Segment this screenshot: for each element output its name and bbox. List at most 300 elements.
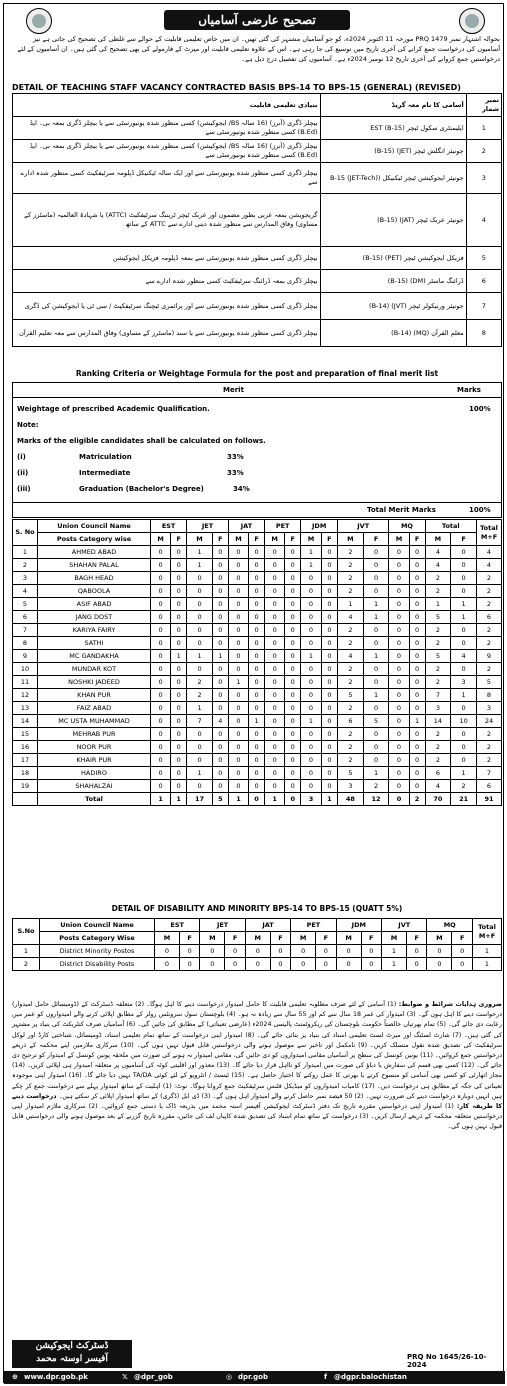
count-cell: 0	[249, 650, 265, 663]
count-cell: 0	[363, 754, 389, 767]
post-cell: ڈرائنگ ماسٹر (DM) (B-15)	[320, 270, 466, 293]
count-cell: 0	[389, 650, 409, 663]
count-cell: 0	[285, 663, 301, 676]
sno-cell: 11	[13, 676, 38, 689]
count-cell: 1	[228, 793, 248, 806]
count-cell: 2	[338, 624, 364, 637]
count-cell: 0	[285, 572, 301, 585]
count-cell: 2	[338, 702, 364, 715]
count-cell: 3	[477, 702, 502, 715]
uc-table-subheader	[13, 533, 502, 546]
table-row	[13, 637, 502, 650]
count-cell: 0	[212, 767, 228, 780]
merit-label: Merit	[223, 386, 244, 394]
count-cell: 2	[338, 559, 364, 572]
count-cell: 1	[265, 793, 285, 806]
count-cell: 0	[427, 958, 452, 971]
count-cell: 0	[228, 611, 248, 624]
item-num: (i)	[17, 453, 26, 461]
table-row	[13, 270, 502, 293]
count-cell: 0	[265, 676, 285, 689]
post-cell: جونیئر ایجوکیشن ٹیچر ٹیکنیکل (B-15 (JET-Tech)	[320, 163, 466, 194]
header-male: M	[336, 932, 361, 945]
count-cell: 0	[389, 780, 409, 793]
count-cell: 0	[409, 546, 425, 559]
qualification-cell: گریجویشن بمعہ عربی بطور مضمون اور عربک ٹیچر ٹریننگ سرٹیفکیٹ (ATTC) یا شہادۃ العالمیہ (ماسٹرز کے مساوی) وفاق المدارس سے منظور شدہ دینی ادارے سے ATTC کے ساتھ	[13, 194, 321, 247]
count-cell: 0	[321, 637, 337, 650]
count-cell: 1	[228, 676, 248, 689]
count-cell: 0	[451, 637, 477, 650]
count-cell: 0	[265, 598, 285, 611]
count-cell: 0	[409, 663, 425, 676]
post-cell: جونیئر عربک ٹیچر (JAT) (B-15)	[320, 194, 466, 247]
count-cell: 0	[301, 598, 321, 611]
count-cell: 1	[409, 715, 425, 728]
table-row	[13, 728, 502, 741]
qualification-cell: بیچلر ڈگری (آنرز) (16 سالہ BS/ ایجوکیشن) کسی منظور شدہ یونیورسٹی سے یا بیچلر ڈگری بمعہ بی۔ ایڈ (B.Ed) کسی منظور شدہ یونیورسٹی سے	[13, 140, 321, 163]
table-row	[13, 572, 502, 585]
union-council-cell: KHAIR PUR	[38, 754, 151, 767]
count-cell: 0	[171, 741, 187, 754]
header-female: F	[452, 932, 473, 945]
count-cell: 0	[389, 624, 409, 637]
count-cell: 0	[301, 624, 321, 637]
post-name-cell: District Minority Postos	[40, 945, 155, 958]
page-title: تصحیح عارضی آسامیاں	[164, 10, 350, 30]
count-cell: 0	[212, 780, 228, 793]
count-cell: 5	[363, 715, 389, 728]
header-male: M	[389, 533, 409, 546]
count-cell: 0	[249, 559, 265, 572]
count-cell: 0	[249, 689, 265, 702]
count-cell: 0	[316, 958, 337, 971]
table-row	[13, 689, 502, 702]
count-cell: 0	[265, 767, 285, 780]
count-cell: 0	[363, 546, 389, 559]
post-cell: جونیئر ورنیکولر ٹیچر (JVT) (B-14)	[320, 293, 466, 320]
count-cell: 0	[249, 585, 265, 598]
serial-cell: 3	[466, 163, 501, 194]
count-cell: 0	[265, 637, 285, 650]
count-cell: 1	[363, 689, 389, 702]
count-cell: 2	[338, 728, 364, 741]
count-cell: 0	[228, 546, 248, 559]
count-cell: 0	[285, 780, 301, 793]
count-cell: 0	[389, 611, 409, 624]
header-total-mf: Total M+F	[473, 919, 502, 945]
count-cell: 0	[151, 715, 171, 728]
count-cell: 0	[245, 945, 270, 958]
table-row	[13, 585, 502, 598]
count-cell: 48	[338, 793, 364, 806]
marks-label: Marks	[457, 386, 481, 394]
count-cell: 0	[249, 676, 265, 689]
count-cell: 0	[265, 611, 285, 624]
post-cell: معلم القرآن (MQ) (B-14)	[320, 320, 466, 347]
count-cell: 0	[301, 702, 321, 715]
count-cell: 0	[212, 689, 228, 702]
count-cell: 0	[291, 958, 316, 971]
header-sno: S. No	[13, 520, 38, 546]
count-cell: 7	[425, 689, 451, 702]
count-cell: 0	[451, 624, 477, 637]
item-name: Graduation (Bachelor's Degree)	[79, 485, 204, 493]
count-cell: 4	[338, 650, 364, 663]
instructions-body: (1) آسامی کے لئے صرف مطلوبہ تعلیمی قابلیت کا حامل امیدوار درخواست دینے کا اہل ہوگا۔ (2) متعلقہ ڈسٹرکٹ کے (ڈومیسائل حامل امیدوار) درخواست دینے کا اہل ہوں گے۔ (3) امیدوار کی عمر 18 سال سے کم اور 55 سال سے زیادہ نہ ہو۔ (4) بلوچستان سول سرونٹس رولز کے مطابق اپلائی کرنے والے امیدواروں کو عمر میں رعایت دی جائے گی۔ (5) تمام بھرتیاں خالصتاً حکومت بلوچستان کی ریکروٹمنٹ پالیسی 2024ء (عارضی تعیناتی) کے مطابق کی جائیں گی۔ (6) آسامیاں صرف کنٹریکٹ کی بنیاد پر مشتہر کی گئی ہیں۔ (7) شارٹ لسٹنگ اور میرٹ لسٹ تعلیمی اسناد کی بنیاد پر بنائی جائے گی۔ (8) امیدوار اپنی درخواست کے ساتھ تمام تعلیمی اسناد، ڈومیسائل، شناختی کارڈ اور لوکل سرٹیفکیٹ کی تصدیق شدہ نقول منسلک کریں۔ (9) نامکمل اور تاخیر سے موصول ہونے والی درخواستیں قابل قبول نہیں ہوں گی۔ (10) سرکاری ملازمین اپنے محکمہ کے ذریعے درخواستیں جمع کروائیں۔ (11) یونین کونسل کی سطح پر آسامیاں مقامی امیدواروں کو دی جائیں گی، مقامی امیدوار نہ ہونے کی صورت میں ملحقہ یونین کونسل کے امیدوار کو ترجیح دی جائے گی۔ (12) کسی بھی قسم کی سفارش یا دباؤ کی صورت میں امیدوار کو نااہل قرار دیا جائے گا۔ (13) معذور اور اقلیتی کوٹہ کی آسامیوں پر متعلقہ امیدوار ہی اپلائی کریں۔ (14) مجاز اتھارٹی کو کسی بھی آسامی کو منسوخ کرنے یا بھرتی کا عمل روکنے کا اختیار حاصل ہے۔ (15) ٹیسٹ / انٹرویو کے لئے کوئی TA/DA نہیں دیا جائے گا۔ (16) امیدوار اپنی موجودہ تعیناتی کی جگہ کے مطابق ہی درخواست دیں۔ (17) کامیاب امیدواروں کو میڈیکل فٹنس سرٹیفکیٹ جمع کروانا ہوگا۔	[12, 1001, 503, 1090]
header-female: F	[321, 533, 337, 546]
count-cell: 0	[321, 546, 337, 559]
count-cell: 0	[409, 650, 425, 663]
count-cell: 2	[338, 676, 364, 689]
count-cell: 0	[321, 585, 337, 598]
count-cell: 2	[477, 663, 502, 676]
count-cell: 0	[451, 754, 477, 767]
count-cell: 0	[389, 702, 409, 715]
count-cell: 0	[409, 741, 425, 754]
header-total-mf: Total M+F	[477, 520, 502, 546]
count-cell: 2	[425, 754, 451, 767]
count-cell: 0	[212, 559, 228, 572]
header-cat: JET	[200, 919, 245, 932]
count-cell: 0	[249, 611, 265, 624]
count-cell: 0	[225, 945, 246, 958]
count-cell: 0	[389, 676, 409, 689]
table-row	[13, 117, 502, 140]
count-cell: 2	[477, 741, 502, 754]
count-cell: 0	[301, 637, 321, 650]
count-cell: 1	[338, 598, 364, 611]
count-cell: 5	[477, 676, 502, 689]
count-cell: 0	[228, 702, 248, 715]
count-cell: 0	[151, 585, 171, 598]
union-council-cell: SHAHALZAI	[38, 780, 151, 793]
count-cell: 0	[245, 958, 270, 971]
count-cell: 0	[212, 676, 228, 689]
header-posts-category: Posts Category Wise	[40, 932, 155, 945]
count-cell: 0	[265, 585, 285, 598]
header-male: M	[425, 533, 451, 546]
count-cell: 6	[477, 611, 502, 624]
item-pct: 33%	[227, 469, 244, 477]
count-cell: 0	[249, 780, 265, 793]
table-row	[13, 293, 502, 320]
header-male: M	[245, 932, 270, 945]
count-cell: 9	[477, 650, 502, 663]
table-row	[13, 598, 502, 611]
union-council-cell: MC GANDAKHA	[38, 650, 151, 663]
count-cell: 0	[151, 754, 171, 767]
count-cell: 0	[212, 611, 228, 624]
count-cell: 2	[425, 728, 451, 741]
count-cell: 2	[338, 572, 364, 585]
count-cell: 0	[409, 611, 425, 624]
count-cell: 0	[249, 572, 265, 585]
count-cell: 0	[321, 754, 337, 767]
instagram-handle[interactable]: dpr.gob	[238, 1373, 268, 1381]
count-cell: 0	[409, 572, 425, 585]
count-cell: 0	[406, 958, 427, 971]
count-cell: 0	[249, 702, 265, 715]
count-cell: 1	[473, 945, 502, 958]
count-cell: 4	[477, 559, 502, 572]
count-cell: 2	[338, 663, 364, 676]
count-cell: 0	[171, 611, 187, 624]
count-cell: 1	[425, 598, 451, 611]
union-council-cell: MC USTA MUHAMMAD	[38, 715, 151, 728]
count-cell: 0	[265, 624, 285, 637]
table-row	[13, 624, 502, 637]
count-cell: 0	[187, 611, 213, 624]
count-cell: 0	[389, 793, 409, 806]
total-merit-value: 100%	[469, 506, 491, 514]
count-cell: 0	[151, 611, 171, 624]
sno-cell: 9	[13, 650, 38, 663]
ranking-box	[12, 382, 502, 518]
count-cell: 2	[338, 585, 364, 598]
facebook-handle[interactable]: @dgpr.balochistan	[334, 1373, 407, 1381]
union-council-cell: AHMED ABAD	[38, 546, 151, 559]
sno-cell: 5	[13, 598, 38, 611]
count-cell: 0	[151, 637, 171, 650]
header-sno: S.No	[13, 919, 40, 945]
header-cat: MQ	[389, 520, 425, 533]
count-cell: 0	[151, 728, 171, 741]
sno-cell: 16	[13, 741, 38, 754]
table-row	[13, 663, 502, 676]
union-council-cell: KHAN PUR	[38, 689, 151, 702]
sno-cell: 19	[13, 780, 38, 793]
count-cell: 0	[179, 958, 200, 971]
count-cell: 0	[301, 728, 321, 741]
count-cell: 0	[212, 546, 228, 559]
sno-cell: 8	[13, 637, 38, 650]
sno-cell	[13, 793, 38, 806]
count-cell: 2	[425, 572, 451, 585]
count-cell: 0	[212, 741, 228, 754]
count-cell: 0	[212, 598, 228, 611]
count-cell: 2	[477, 572, 502, 585]
count-cell: 0	[389, 637, 409, 650]
count-cell: 0	[321, 676, 337, 689]
count-cell: 2	[187, 689, 213, 702]
count-cell: 0	[151, 767, 171, 780]
table-row	[13, 163, 502, 194]
count-cell: 1	[363, 598, 389, 611]
count-cell: 4	[425, 780, 451, 793]
sno-cell: 18	[13, 767, 38, 780]
union-council-cell: ASIF ABAD	[38, 598, 151, 611]
count-cell: 0	[301, 780, 321, 793]
post-cell: جونیئر انگلش ٹیچر (JET) (B-15)	[320, 140, 466, 163]
union-council-cell: QABOOLA	[38, 585, 151, 598]
count-cell: 0	[452, 958, 473, 971]
table-row	[13, 702, 502, 715]
count-cell: 0	[187, 572, 213, 585]
header-cat: JET	[187, 520, 229, 533]
count-cell: 0	[363, 637, 389, 650]
count-cell: 0	[171, 559, 187, 572]
header-cat: EST	[151, 520, 187, 533]
count-cell: 0	[171, 546, 187, 559]
count-cell: 4	[451, 650, 477, 663]
table-row	[13, 754, 502, 767]
count-cell: 0	[285, 728, 301, 741]
count-cell: 0	[249, 546, 265, 559]
count-cell: 0	[225, 958, 246, 971]
count-cell: 0	[321, 663, 337, 676]
count-cell: 0	[228, 767, 248, 780]
count-cell: 0	[151, 559, 171, 572]
sno-cell: 12	[13, 689, 38, 702]
count-cell: 1	[473, 958, 502, 971]
count-cell: 0	[285, 559, 301, 572]
count-cell: 0	[285, 689, 301, 702]
signature-line-1: ڈسٹرکٹ ایجوکیشن	[35, 1341, 109, 1351]
table-row	[13, 320, 502, 347]
count-cell: 0	[285, 702, 301, 715]
count-cell: 0	[187, 754, 213, 767]
count-cell: 0	[321, 728, 337, 741]
union-council-cell: MEHRAB PUR	[38, 728, 151, 741]
item-name: Matriculation	[79, 453, 132, 461]
count-cell: 0	[301, 572, 321, 585]
count-cell: 1	[212, 650, 228, 663]
union-council-cell: HADIRO	[38, 767, 151, 780]
sno-cell: 3	[13, 572, 38, 585]
count-cell: 0	[409, 676, 425, 689]
advertisement-page	[3, 3, 504, 1383]
count-cell: 0	[409, 728, 425, 741]
count-cell: 0	[406, 945, 427, 958]
count-cell: 3	[451, 676, 477, 689]
count-cell: 24	[477, 715, 502, 728]
count-cell: 5	[425, 611, 451, 624]
instructions-heading: ضروری ہدایات شرائط و ضوابط:	[398, 1001, 502, 1008]
count-cell: 1	[171, 793, 187, 806]
count-cell: 0	[151, 650, 171, 663]
count-cell: 0	[228, 754, 248, 767]
item-num: (iii)	[17, 485, 31, 493]
count-cell: 0	[249, 637, 265, 650]
count-cell: 2	[477, 637, 502, 650]
count-cell: 0	[187, 663, 213, 676]
count-cell: 0	[409, 624, 425, 637]
count-cell: 0	[285, 650, 301, 663]
count-cell: 0	[228, 715, 248, 728]
count-cell: 2	[425, 637, 451, 650]
count-cell: 0	[249, 598, 265, 611]
header-serial: نمبر شمار	[466, 94, 501, 117]
sno-cell: 7	[13, 624, 38, 637]
post-name-cell: District Disability Posts	[40, 958, 155, 971]
count-cell: 0	[321, 624, 337, 637]
table-row	[13, 546, 502, 559]
header-cat: JVT	[338, 520, 389, 533]
count-cell: 0	[171, 767, 187, 780]
header-cat: EST	[155, 919, 200, 932]
count-cell: 0	[301, 689, 321, 702]
count-cell: 3	[425, 702, 451, 715]
header-total: Total	[425, 520, 476, 533]
table-row	[13, 559, 502, 572]
count-cell: 0	[409, 598, 425, 611]
count-cell: 0	[187, 585, 213, 598]
header-cat: JAT	[228, 520, 264, 533]
count-cell: 0	[265, 715, 285, 728]
qualification-cell: بیچلر ڈگری بمعہ ڈرائنگ سرٹیفکیٹ کسی منظور شدہ ادارے سے	[13, 270, 321, 293]
serial-cell: 5	[466, 247, 501, 270]
prq-number: PRQ No 1645/26-10-2024	[407, 1353, 487, 1369]
count-cell: 0	[249, 793, 265, 806]
count-cell: 0	[363, 624, 389, 637]
count-cell: 2	[477, 585, 502, 598]
count-cell: 0	[171, 702, 187, 715]
count-cell: 0	[151, 702, 171, 715]
header-female: F	[363, 533, 389, 546]
count-cell: 0	[451, 546, 477, 559]
qualification-cell: بیچلر ڈگری کسی منظور شدہ یونیورسٹی سے اور پرائمری ٹیچنگ سرٹیفکیٹ / سی ٹی یا ایجوکیشن کی ڈگری	[13, 293, 321, 320]
count-cell: 0	[336, 945, 361, 958]
count-cell: 0	[171, 754, 187, 767]
header-cat: PET	[265, 520, 301, 533]
how-to-apply-heading: درخواست دینے کا طریقہ کار:	[12, 1092, 502, 1111]
count-cell: 0	[291, 945, 316, 958]
count-cell: 5	[212, 793, 228, 806]
count-cell: 0	[171, 663, 187, 676]
union-council-cell: NOOR PUR	[38, 741, 151, 754]
count-cell: 1	[301, 546, 321, 559]
government-seal-left	[26, 8, 52, 34]
union-council-cell: FAIZ ABAD	[38, 702, 151, 715]
count-cell: 1	[321, 793, 337, 806]
table-row	[13, 767, 502, 780]
count-cell: 0	[171, 637, 187, 650]
table-row	[13, 194, 502, 247]
table-row	[13, 650, 502, 663]
sno-cell: 2	[13, 559, 38, 572]
count-cell: 0	[212, 663, 228, 676]
header-male: M	[427, 932, 452, 945]
sno-cell: 1	[13, 546, 38, 559]
count-cell: 0	[409, 559, 425, 572]
header-female: F	[212, 533, 228, 546]
count-cell: 0	[301, 585, 321, 598]
table-row	[13, 958, 502, 971]
twitter-handle[interactable]: @dpr_gob	[134, 1373, 173, 1381]
sno-cell: 14	[13, 715, 38, 728]
count-cell: 3	[301, 793, 321, 806]
count-cell: 0	[389, 767, 409, 780]
header-cat: JAT	[245, 919, 290, 932]
count-cell: 2	[425, 663, 451, 676]
count-cell: 0	[285, 793, 301, 806]
count-cell: 0	[301, 663, 321, 676]
table-row	[13, 780, 502, 793]
item-num: (ii)	[17, 469, 29, 477]
instagram-icon: ◎	[226, 1373, 233, 1381]
count-cell: 0	[321, 702, 337, 715]
website-link[interactable]: www.dpr.gob.pk	[24, 1373, 88, 1381]
header-union-council: Union Council Name	[40, 919, 155, 932]
table-row	[13, 715, 502, 728]
total-merit-label: Total Merit Marks	[367, 506, 436, 514]
header-male: M	[382, 932, 407, 945]
count-cell: 0	[212, 754, 228, 767]
count-cell: 0	[249, 728, 265, 741]
count-cell: 0	[265, 689, 285, 702]
count-cell: 1	[249, 715, 265, 728]
header-cat: PET	[291, 919, 336, 932]
